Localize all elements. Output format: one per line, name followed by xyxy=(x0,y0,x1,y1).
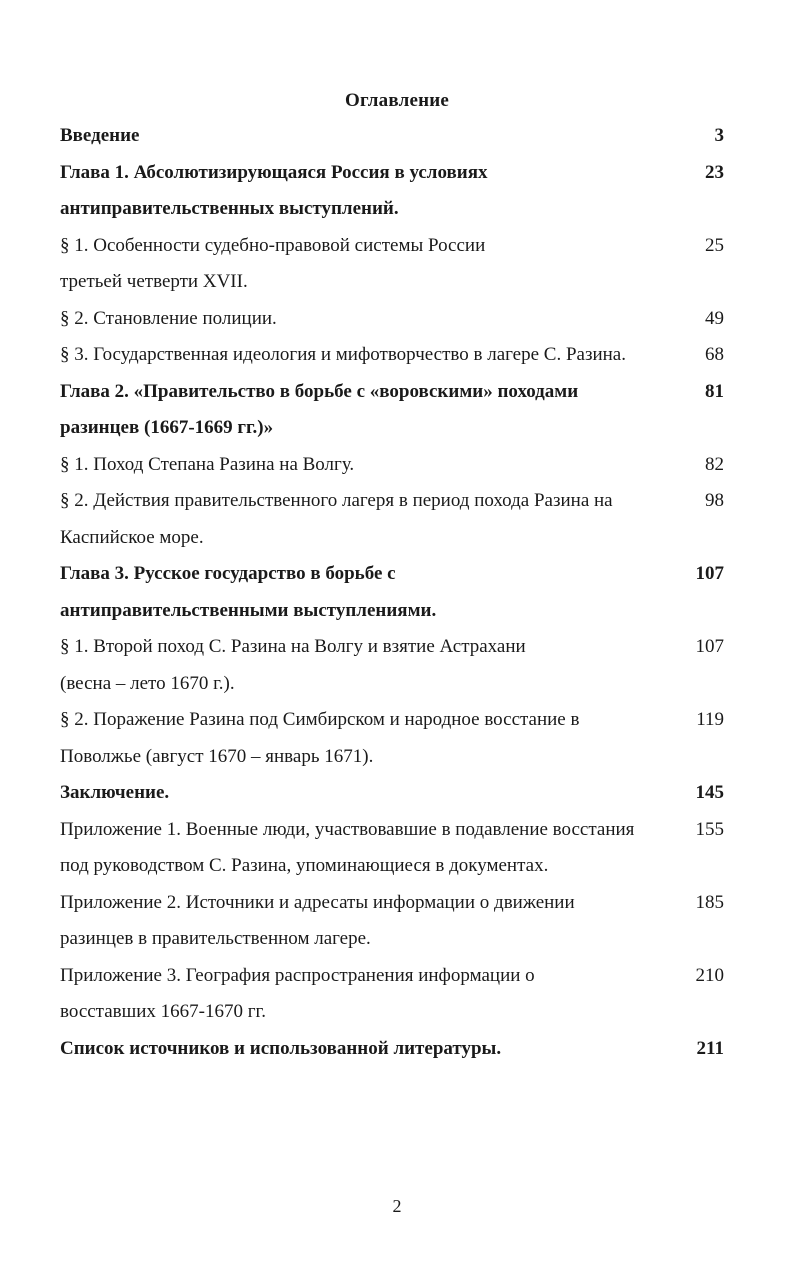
toc-entry-line: антиправительственных выступлений. xyxy=(60,198,399,219)
toc-entry-line: восставших 1667-1670 гг. xyxy=(60,1001,266,1022)
toc-entry xyxy=(60,450,724,487)
toc-entry-page: 49 xyxy=(705,307,724,329)
toc-entry-line: разинцев (1667-1669 гг.)» xyxy=(60,417,274,438)
toc-entry xyxy=(60,632,724,705)
toc-entry-page: 145 xyxy=(695,782,724,803)
toc-entry-page: 25 xyxy=(705,234,724,256)
toc-entry-line: § 2. Действия правительственного лагеря в период похода Разина на xyxy=(60,490,613,511)
toc-entry-line: третьей четверти XVII. xyxy=(60,271,248,292)
toc-entry-line: § 3. Государственная идеология и мифотворчество в лагере С. Разина. xyxy=(60,344,626,365)
toc-entry-page: 107 xyxy=(695,563,724,584)
toc-entry-line: Глава 2. «Правительство в борьбе с «воровскими» походами xyxy=(60,380,579,402)
toc-entry xyxy=(60,486,724,559)
toc-entry xyxy=(60,778,724,815)
toc-entry-line: Глава 1. Абсолютизирующаяся Россия в условиях xyxy=(60,161,488,183)
toc-entry xyxy=(60,377,724,450)
toc-entry-page: 68 xyxy=(705,344,724,365)
toc-entry xyxy=(60,559,724,632)
toc-entry-line: Глава 3. Русское государство в борьбе с xyxy=(60,563,396,584)
toc-entry-line: Приложение 1. Военные люди, участвовавшие в подавление восстания xyxy=(60,818,635,840)
toc-entry-line: Список источников и использованной литературы. xyxy=(60,1037,502,1059)
toc-entry-page: 155 xyxy=(695,818,724,840)
toc-entry-page: 82 xyxy=(705,453,724,475)
toc-entry-line: Приложение 3. География распространения информации о xyxy=(60,964,535,986)
toc-entry-line: § 2. Поражение Разина под Симбирском и народное восстание в xyxy=(60,709,580,730)
toc-entry xyxy=(60,231,724,304)
toc-entry xyxy=(60,340,724,377)
toc-entry-page: 119 xyxy=(696,709,724,730)
toc-entry xyxy=(60,158,724,231)
toc-entry xyxy=(60,888,724,961)
toc-entry-page: 211 xyxy=(696,1037,724,1059)
toc-entry-line: разинцев в правительственном лагере. xyxy=(60,928,371,949)
toc-entry-line: Каспийское море. xyxy=(60,526,204,548)
toc-entry-page: 210 xyxy=(695,964,724,986)
toc-entry-line: антиправительственными выступлениями. xyxy=(60,599,437,621)
toc-entry xyxy=(60,121,724,158)
toc-entry-page: 23 xyxy=(705,161,724,183)
toc-entry-line: Введение xyxy=(60,125,140,146)
toc-entry-line: Приложение 2. Источники и адресаты информации о движении xyxy=(60,891,575,913)
toc-entry-page: 81 xyxy=(705,380,724,402)
toc-entry-page: 98 xyxy=(705,490,724,511)
toc-entry-line: § 1. Второй поход С. Разина на Волгу и взятие Астрахани xyxy=(60,636,526,657)
toc-entry xyxy=(60,815,724,888)
toc-title: Оглавление xyxy=(344,90,450,111)
toc-entry-line: Поволжье (август 1670 – январь 1671). xyxy=(60,745,374,767)
toc-entry-page: 185 xyxy=(695,891,724,913)
toc-entry-line: § 1. Поход Степана Разина на Волгу. xyxy=(60,453,355,475)
toc-entry xyxy=(60,304,724,341)
toc-entry-page: 3 xyxy=(714,125,724,146)
toc-entry-line: Заключение. xyxy=(60,782,170,803)
toc-entry xyxy=(60,705,724,778)
toc-entry-line: § 2. Становление полиции. xyxy=(60,307,277,329)
toc-entry-line: (весна – лето 1670 г.). xyxy=(60,672,235,694)
table-of-contents xyxy=(60,121,724,1070)
toc-entry xyxy=(60,961,724,1034)
toc-entry-line: под руководством С. Разина, упоминающиеся в документах. xyxy=(60,855,549,876)
toc-entry-line: § 1. Особенности судебно-правовой системы России xyxy=(60,234,486,256)
toc-entry-page: 107 xyxy=(695,636,724,657)
page-number: 2 xyxy=(392,1196,402,1216)
toc-entry xyxy=(60,1034,724,1071)
